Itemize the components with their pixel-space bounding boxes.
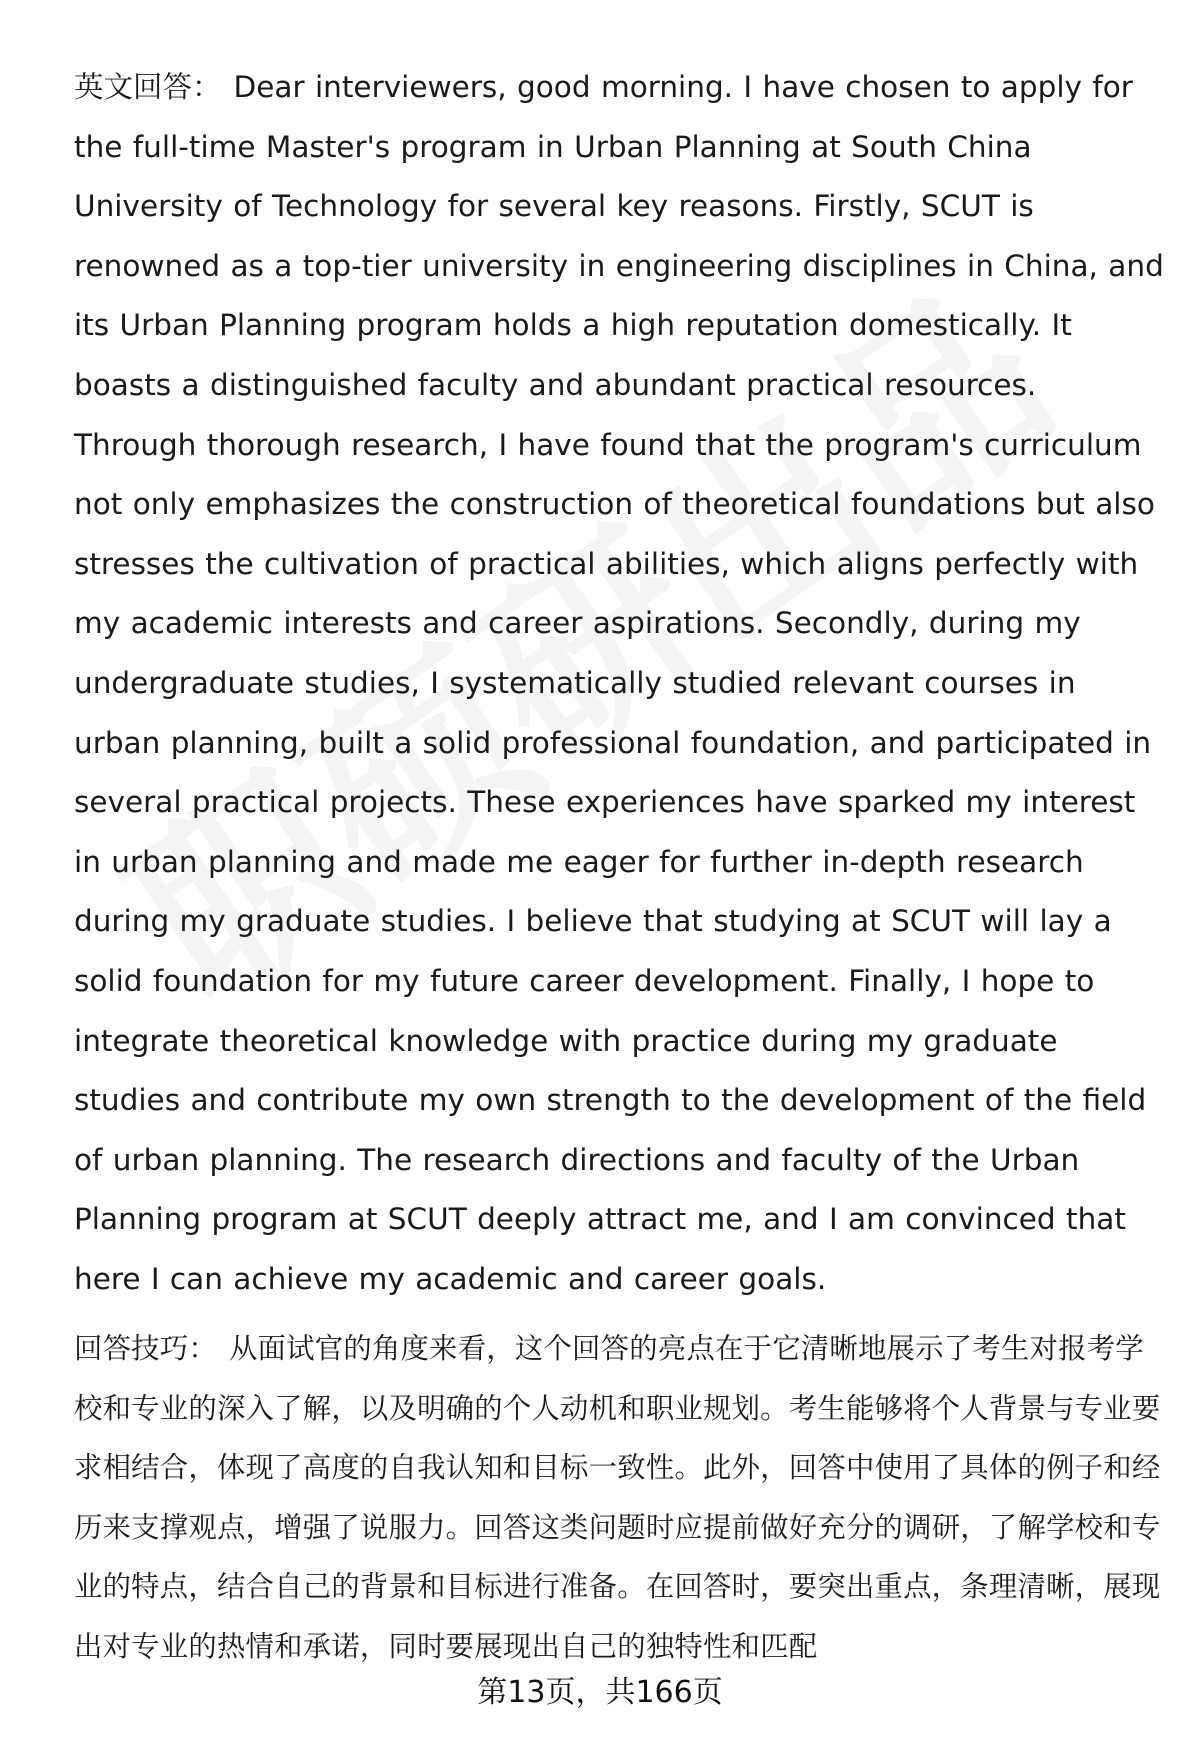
english-answer-paragraph <box>74 58 1164 1309</box>
page-content <box>74 58 1164 1676</box>
page-indicator: 第13页，共166页 <box>477 1675 723 1710</box>
answer-tips-text: 从面试官的角度来看，这个回答的亮点在于它清晰地展示了考生对报考学校和专业的深入了解，以及明确的个人动机和职业规划。考生能够将个人背景与专业要求相结合，体现了高度的自我认知和目标一致性。此外，回答中使用了具体的例子和经历来支撑观点，增强了说服力。回答这类问题时应提前做好充分的调研，了解学校和专业的特点，结合自己的背景和目标进行准备。在回答时，要突出重点，条理清晰，展现出对专业的热情和承诺，同时要展现出自己的独特性和匹配 <box>74 1332 1161 1663</box>
english-answer-label: 英文回答： <box>74 70 222 104</box>
answer-tips-paragraph <box>74 1319 1164 1675</box>
answer-tips-label: 回答技巧： <box>74 1332 217 1366</box>
english-answer-text: Dear interviewers, good morning. I have chosen to apply for the full-time Master's program in Urban Planning at South China University of Technology for several key reasons. Firstly, SCUT is renowned as a top-tier university in engineering disciplines in China, and its Urban Planning program holds a high reputation domestically. It boasts a distinguished faculty and abundant practical resources. Through thorough research, I have found that the program's curriculum not only emphasizes the construction of theoretical foundations but also stresses the cultivation of practical abilities, which aligns perfectly with my academic interests and career aspirations. Secondly, during my undergraduate studies, I systematically studied relevant courses in urban planning, built a solid professional foundation, and participated in several practical projects. These experiences have sparked my interest in urban planning and made me eager for further in-depth research during my graduate studies. I believe that studying at SCUT will lay a solid foundation for my future career development. Finally, I hope to integrate theoretical knowledge with practice during my graduate studies and contribute my own strength to the development of the field of urban planning. The research directions and faculty of the Urban Planning program at SCUT deeply attract me, and I am convinced that here I can achieve my academic and career goals. <box>74 70 1164 1296</box>
